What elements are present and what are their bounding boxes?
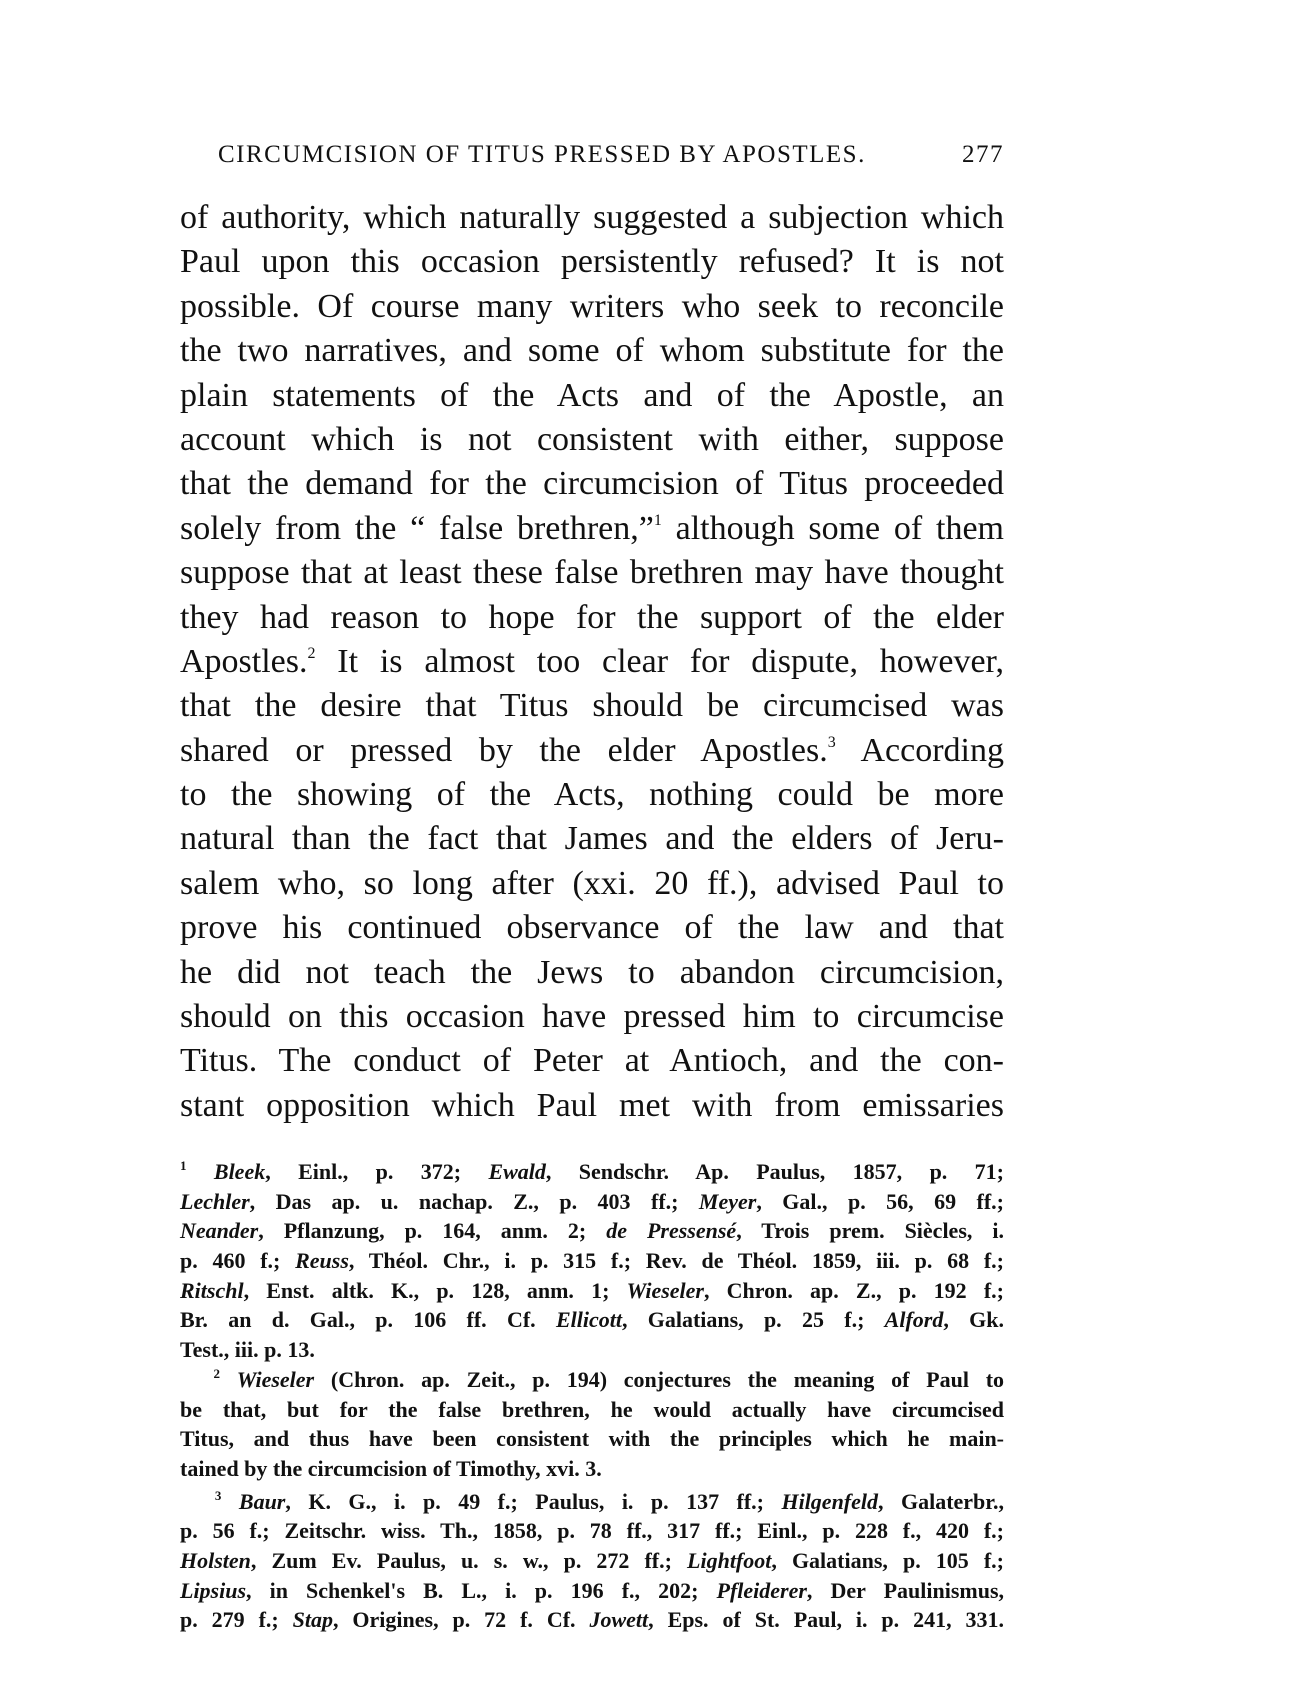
text-line: he did not teach the Jews to abandon circumcision, [180, 953, 1004, 991]
author-name: Ellicott [555, 1307, 622, 1333]
footnote-2-line [180, 1395, 1004, 1425]
text-segment: , Galatians, p. 25 f.; [621, 1307, 885, 1333]
text-segment: , Origines, p. 72 f. Cf. [333, 1607, 590, 1633]
author-name: Bleek [213, 1159, 266, 1184]
footnote-2-line [180, 1365, 1004, 1395]
footnote-marker-2: 2 [213, 1365, 220, 1381]
author-name: Holsten [180, 1547, 251, 1573]
footnote-1-line [180, 1216, 1004, 1246]
text-segment: p. 56 f.; Zeitschr. wiss. Th., 1858, p. 78 ff., 317 ff.; Einl., p. 228 f., 420 f.; [180, 1518, 1004, 1544]
text-line: they had reason to hope for the support of the elder [180, 598, 1004, 636]
author-name: Neander [180, 1218, 259, 1244]
page-number: 277 [962, 141, 1004, 168]
author-name: Pfleiderer [716, 1577, 807, 1603]
footnote-3-line [180, 1605, 1004, 1635]
text-line: natural than the fact that James and the elders of Jeru- [180, 820, 1004, 858]
text-line [180, 640, 1004, 684]
text-segment: , Pflanzung, p. 164, anm. 2; [258, 1218, 607, 1244]
text-line [180, 507, 1004, 551]
text-line: Titus. The conduct of Peter at Antioch, and the con- [180, 1042, 1004, 1080]
text-line: that the desire that Titus should be circumcised was [180, 687, 1004, 725]
text-segment: p. 460 f.; [180, 1248, 296, 1274]
author-name: Stap [292, 1607, 334, 1633]
running-head [180, 141, 1004, 173]
author-name: Alford [884, 1307, 944, 1333]
text-line: to the showing of the Acts, nothing could be more [180, 776, 1004, 814]
author-name: Wieseler [236, 1366, 315, 1392]
author-name: Lipsius [180, 1577, 247, 1603]
text-line [180, 729, 1004, 773]
text-segment: Apostles. [180, 642, 308, 680]
text-segment: shared or pressed by the elder Apostles. [180, 731, 828, 769]
text-segment: , Zum Ev. Paulus, u. s. w., p. 272 ff.; [250, 1547, 688, 1573]
author-name: Ritschl [180, 1277, 244, 1303]
footnote-1-line [180, 1187, 1004, 1217]
text-segment: , Galaterbr., [878, 1488, 1005, 1514]
text-line: the two narratives, and some of whom substitute for the [180, 332, 1004, 370]
text-segment: , Théol. Chr., i. p. 315 f.; Rev. de Théol. 1859, iii. p. 68 f.; [348, 1248, 1004, 1274]
text-line: stant opposition which Paul met with from emissaries [180, 1086, 1004, 1124]
text-segment: , Galatians, p. 105 f.; [771, 1547, 1004, 1573]
text-segment: be that, but for the false brethren, he would actually have circumcised [180, 1396, 1004, 1422]
text-line: should on this occasion have pressed him to circumcise [180, 998, 1004, 1036]
footnote-1-line [180, 1246, 1004, 1276]
text-segment: , Gal., p. 56, 69 ff.; [756, 1188, 1004, 1214]
text-segment: It is almost too clear for dispute, however, [337, 642, 1004, 680]
footnote-1-line [180, 1305, 1004, 1335]
author-name: Baur [238, 1488, 286, 1514]
text-line: possible. Of course many writers who seek to reconcile [180, 287, 1004, 325]
footnote-3-line [180, 1487, 1004, 1517]
text-line: plain statements of the Acts and of the Apostle, an [180, 376, 1004, 414]
footnotes [180, 1157, 1004, 1635]
author-name: Hilgenfeld [781, 1488, 879, 1514]
author-name: de Pressensé [606, 1218, 737, 1244]
footnote-2-line [180, 1454, 1004, 1484]
footnote-1-line [180, 1335, 1004, 1365]
text-line: salem who, so long after (xxi. 20 ff.), advised Paul to [180, 864, 1004, 902]
text-segment: tained by the circumcision of Timothy, xvi. 3. [180, 1455, 602, 1481]
text-segment: , Enst. altk. K., p. 128, anm. 1; [243, 1277, 627, 1303]
footnote-3-line [180, 1546, 1004, 1576]
main-text [180, 196, 1004, 1128]
text-segment: According [860, 731, 1005, 769]
text-segment: , Das ap. u. nachap. Z., p. 403 ff.; [249, 1188, 699, 1214]
footnote-1-line [180, 1157, 1004, 1187]
footnote-ref-3: 3 [827, 733, 836, 751]
footnote-marker-1: 1 [180, 1158, 187, 1173]
author-name: Reuss [295, 1248, 349, 1274]
author-name: Lechler [180, 1188, 250, 1214]
text-segment: Test., iii. p. 13. [180, 1337, 315, 1363]
author-name: Meyer [698, 1188, 757, 1214]
text-segment: Titus, and thus have been consistent with the principles which he main- [180, 1426, 1004, 1452]
text-segment: Br. an d. Gal., p. 106 ff. Cf. [180, 1307, 556, 1333]
text-segment: , in Schenkel's B. L., i. p. 196 f., 202; [246, 1577, 717, 1603]
text-line: that the demand for the circumcision of Titus proceeded [180, 465, 1004, 503]
footnote-marker-3: 3 [214, 1487, 222, 1503]
text-line: of authority, which naturally suggested a subjection which [180, 199, 1004, 236]
text-segment: , K. G., i. p. 49 f.; Paulus, i. p. 137 ff.; [285, 1488, 782, 1514]
footnote-ref-1: 1 [653, 511, 662, 529]
text-segment: although some of them [675, 509, 1005, 547]
text-line: prove his continued observance of the law and that [180, 909, 1004, 947]
footnote-ref-2: 2 [307, 644, 316, 662]
author-name: Jowett [589, 1607, 649, 1633]
text-line: Paul upon this occasion persistently refused? It is not [180, 243, 1004, 281]
footnote-1-line [180, 1276, 1004, 1306]
text-line: suppose that at least these false brethren may have thought [180, 554, 1004, 592]
text-segment: , Chron. ap. Z., p. 192 f.; [703, 1277, 1004, 1303]
running-head-title: CIRCUMCISION OF TITUS PRESSED BY APOSTLES. [218, 141, 866, 168]
text-segment: , Sendschr. Ap. Paulus, 1857, p. 71; [545, 1159, 1005, 1184]
text-segment: , Eps. of St. Paul, i. p. 241, 331. [648, 1607, 1005, 1633]
text-segment: , Gk. [943, 1307, 1004, 1333]
text-segment: , Trois prem. Siècles, i. [736, 1218, 1004, 1244]
author-name: Ewald [488, 1159, 546, 1184]
text-line: account which is not consistent with either, suppose [180, 420, 1004, 458]
author-name: Wieseler [626, 1277, 704, 1303]
footnote-3-line [180, 1576, 1004, 1606]
text-segment: p. 279 f.; [180, 1607, 293, 1633]
text-segment: (Chron. ap. Zeit., p. 194) conjectures the meaning of Paul to [314, 1366, 1005, 1392]
footnote-2-line [180, 1424, 1004, 1454]
text-segment: , Der Paulinismus, [806, 1577, 1005, 1603]
author-name: Lightfoot [687, 1547, 772, 1573]
footnote-3-line [180, 1516, 1004, 1546]
text-segment: solely from the “ false brethren,” [180, 509, 654, 547]
text-segment: , Einl., p. 372; [265, 1159, 489, 1184]
